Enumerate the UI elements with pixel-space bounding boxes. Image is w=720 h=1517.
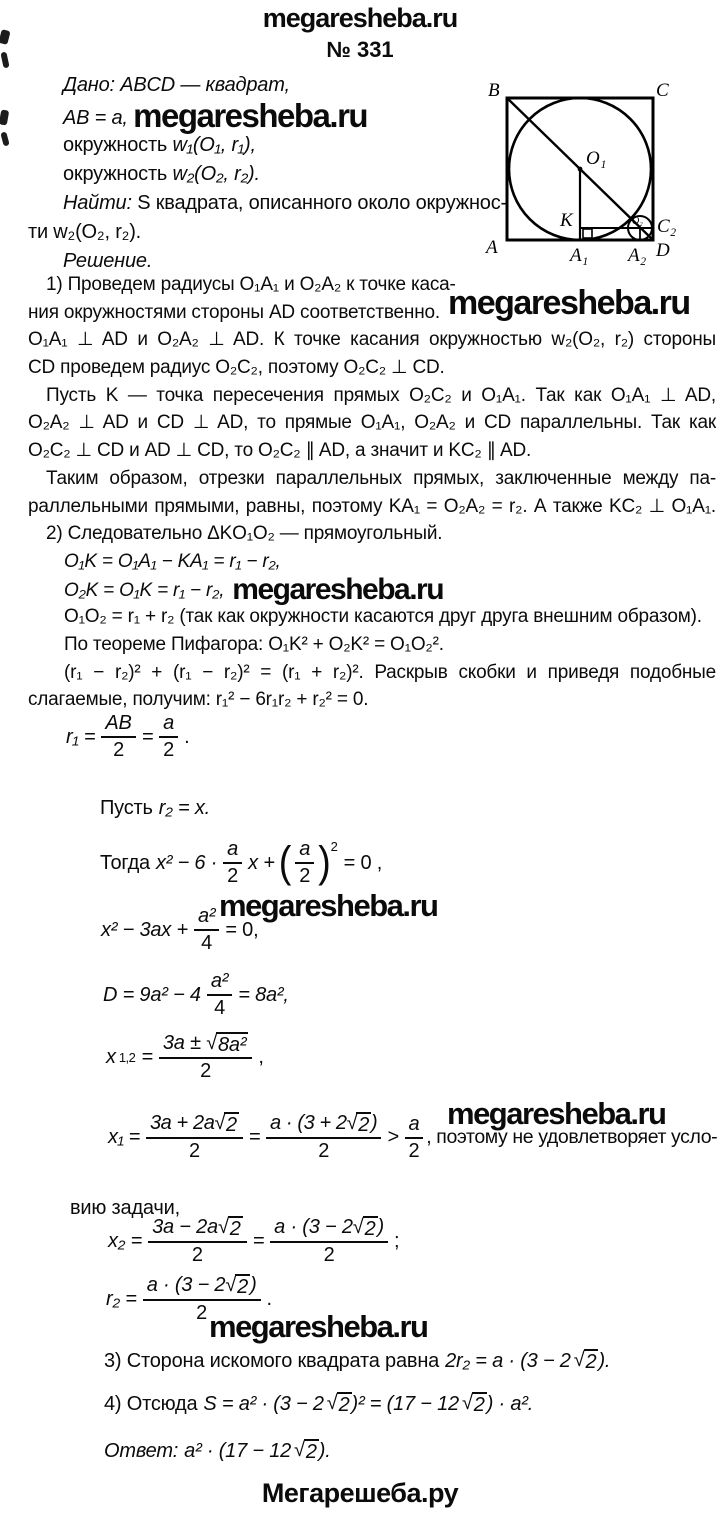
math-token: 2	[358, 1114, 369, 1136]
math-token: r₂ = x.	[158, 797, 210, 819]
math-token: )	[250, 1274, 257, 1296]
formula-let	[97, 797, 213, 820]
math-token: = 8a²,	[238, 983, 289, 1006]
math-token: 2	[408, 1139, 420, 1162]
given-text: окружность	[63, 163, 168, 185]
formula-line: O₁K = O₁A₁ − KA₁ = r₁ − r₂,	[64, 550, 281, 572]
label-c2: C₂	[657, 216, 677, 237]
answer-line	[101, 1439, 334, 1463]
text-line: слагаемые, получим: r₁² − 6r₁r₂ + r₂² = 0.	[28, 689, 369, 711]
text-line: 2) Следовательно ΔKO₁O₂ — прямоугольный.	[46, 523, 443, 545]
math-token: 2	[364, 1218, 376, 1240]
math-token: .	[266, 1288, 272, 1310]
math-token: 2	[323, 1244, 335, 1266]
math-token: 2	[163, 739, 175, 761]
sqrt-sign: √	[326, 1392, 338, 1414]
math-token: )	[370, 1112, 378, 1134]
given-text: AB = a,	[63, 107, 128, 129]
given-text: ABCD — квадрат,	[120, 74, 290, 96]
text-line: O₂A₂ ⊥ AD и CD ⊥ AD, то прямые O₁A₁, O₂A₂ и CD параллельны. Так как	[28, 412, 716, 434]
math-token: r₁ =	[66, 725, 96, 748]
header-watermark: megaresheba.ru	[262, 3, 458, 33]
formula-x2	[105, 1216, 402, 1267]
fraction	[159, 1032, 252, 1083]
sqrt-sign: √	[225, 1274, 237, 1296]
watermark: megaresheba.ru	[447, 1096, 666, 1131]
formula-quadratic	[97, 838, 385, 888]
text-line: По теореме Пифагора: O₁K² + O₂K² = O₁O₂².	[64, 633, 444, 655]
formula-simplified	[98, 905, 261, 955]
given-line	[63, 134, 256, 157]
given-line	[63, 74, 290, 97]
math-token: D = 9a² − 4	[103, 983, 201, 1006]
math-token: a² · (17 − 12	[184, 1439, 292, 1462]
math-token: a²	[194, 905, 219, 931]
label-o2: O₂	[632, 216, 643, 227]
math-token: =	[252, 1230, 265, 1252]
formula-discriminant	[100, 970, 292, 1020]
math-token: a	[295, 838, 314, 864]
math-token: 2	[188, 1140, 200, 1162]
math-token: a	[223, 838, 242, 864]
sqrt-sign: √	[214, 1112, 226, 1134]
fraction	[159, 712, 178, 762]
fraction	[194, 905, 219, 955]
right-angle-mark	[583, 229, 592, 238]
math-token: ).	[318, 1439, 331, 1462]
math-token: x₂ =	[108, 1230, 143, 1252]
watermark: megaresheba.ru	[448, 284, 690, 322]
math-token: a · (3 + 2	[270, 1112, 347, 1134]
math-token	[266, 1112, 381, 1139]
scan-artifact	[0, 131, 9, 146]
math-token: = 0 ,	[343, 851, 383, 874]
sqrt-sign: √	[461, 1392, 473, 1414]
watermark: megaresheba.ru	[209, 1309, 428, 1344]
math-token: 4	[201, 932, 213, 954]
radical	[206, 1032, 248, 1056]
step-3-line	[101, 1349, 613, 1373]
fraction	[266, 1112, 381, 1163]
math-token: 2	[227, 865, 239, 887]
math-token: w₂(O₂, r₂).	[172, 163, 260, 185]
math-token: ).	[598, 1349, 611, 1372]
math-token: x +	[248, 851, 275, 874]
math-token: AB	[101, 712, 135, 738]
math-token: x₁ =	[108, 1126, 140, 1148]
fraction	[207, 970, 232, 1020]
text-line: Пусть K — точка пересечения прямых O₂C₂ и O₁A₁. Так как O₁A₁ ⊥ AD,	[46, 384, 716, 406]
math-token: 2	[226, 1114, 237, 1136]
point-o1	[578, 167, 583, 172]
radical	[462, 1392, 487, 1416]
math-token: w₁(O₁, r₁),	[172, 134, 256, 156]
given-text: ти w₂(O₂, r₂).	[28, 221, 142, 243]
math-token: 2	[113, 739, 125, 761]
math-token: 2	[299, 865, 311, 887]
radical	[353, 1216, 378, 1240]
given-line	[63, 192, 507, 215]
formula-r1	[63, 712, 192, 762]
math-token: 2	[229, 1218, 241, 1240]
text-line: Таким образом, отрезки параллельных прямых, заключенные между па-	[46, 467, 716, 489]
scan-artifact	[0, 109, 9, 125]
math-token: = 0,	[225, 918, 259, 941]
math-token: 2	[338, 1394, 350, 1416]
math-token: 2	[318, 1140, 329, 1162]
watermark: megaresheba.ru	[232, 572, 444, 606]
math-token: a	[159, 712, 178, 738]
math-token	[148, 1216, 247, 1243]
radical	[214, 1112, 238, 1136]
math-token	[270, 1216, 388, 1243]
math-token: 8a²	[218, 1034, 247, 1056]
text-token: вию задачи,	[70, 1197, 180, 1219]
given-text: окружность	[63, 134, 168, 156]
label-o1: O₁	[586, 148, 607, 169]
text-token: 4) Отсюда	[104, 1392, 198, 1415]
math-token: )	[377, 1216, 384, 1238]
text-line: ния окружностями стороны AD соответственно.	[28, 301, 440, 323]
formula-roots	[103, 1032, 267, 1083]
problem-number: № 331	[326, 37, 394, 62]
math-token: .	[184, 725, 190, 748]
math-token: 2	[305, 1441, 317, 1463]
text-line: раллельными прямыми, равны, поэтому KA₁ = O₂A₂ = r₂. А также KC₂ ⊥ O₁A₁.	[28, 495, 716, 517]
math-token: S = a² · (3 − 2	[203, 1392, 324, 1415]
math-token: 2	[191, 1244, 203, 1266]
math-token: 2	[196, 1302, 208, 1324]
given-line	[28, 221, 141, 244]
math-token: 2	[585, 1351, 597, 1373]
given-line	[63, 163, 260, 186]
label-d: D	[656, 240, 670, 261]
math-token: 3a ±	[162, 1032, 201, 1054]
given-label: Дано:	[63, 74, 115, 96]
footer-sitename: Мегарешеба.ру	[261, 1478, 459, 1508]
solution-label: Решение.	[63, 250, 153, 272]
geometry-figure	[480, 75, 720, 267]
radical	[218, 1216, 243, 1240]
math-token: 4	[214, 997, 226, 1019]
math-token: x² − 3ax +	[101, 918, 188, 941]
math-token: O₂K = O₁K = r₁ − r₂,	[64, 579, 225, 601]
text-line: O₂C₂ ⊥ CD и AD ⊥ CD, то O₂C₂ ∥ AD, а значит и KC₂ ∥ AD.	[28, 440, 532, 462]
sqrt-sign: √	[206, 1032, 217, 1054]
radical	[294, 1439, 319, 1463]
fraction	[146, 1112, 243, 1163]
subscript: 1,2	[118, 1050, 136, 1065]
given-line	[63, 97, 367, 135]
watermark: megaresheba.ru	[133, 97, 368, 134]
text-line: O₁A₁ ⊥ AD и O₂A₂ ⊥ AD. К точке касания окружностью w₂(O₂, r₂) стороны	[28, 329, 716, 351]
math-token: =	[141, 1046, 153, 1068]
formula-line	[28, 572, 716, 606]
label-c: C	[656, 80, 669, 101]
math-token: ,	[258, 1046, 264, 1068]
math-token: a	[405, 1113, 424, 1139]
math-token: a · (3 − 2	[274, 1216, 353, 1238]
text-token: 3) Сторона искомого квадрата равна	[104, 1349, 440, 1372]
fraction	[148, 1216, 247, 1267]
sqrt-sign: √	[352, 1216, 364, 1238]
radical	[327, 1392, 352, 1416]
label-a2: A₂	[628, 245, 647, 266]
math-token: 3a + 2a	[149, 1112, 215, 1134]
radical	[347, 1112, 371, 1136]
math-token: 2	[200, 1060, 212, 1082]
close-paren: )	[318, 838, 331, 887]
open-paren: (	[278, 838, 292, 887]
label-b: B	[488, 80, 500, 101]
math-token: 2	[473, 1394, 485, 1416]
math-token	[146, 1112, 243, 1139]
text-token: Пусть	[100, 797, 153, 819]
formula-x1	[105, 1112, 720, 1163]
step-4-line	[101, 1392, 536, 1416]
answer-label: Ответ:	[104, 1439, 179, 1462]
text-line: O₁O₂ = r₁ + r₂ (так как окружности касаются друг друга внешним образом).	[64, 606, 702, 628]
fraction	[223, 838, 242, 888]
given-text: S квадрата, описанного около окружнос-	[137, 192, 507, 214]
label-k: K	[560, 210, 573, 231]
radical	[574, 1349, 599, 1373]
sqrt-sign: √	[294, 1439, 305, 1461]
math-token: >	[387, 1126, 399, 1148]
label-a: A	[486, 237, 498, 258]
text-token: , поэтому не удовлетворяет усло-	[426, 1126, 718, 1148]
fraction	[270, 1216, 388, 1267]
math-token: a · (3 − 2	[146, 1274, 226, 1296]
text-line: 1) Проведем радиусы O₁A₁ и O₂A₂ к точке каса-	[46, 274, 456, 295]
watermark: megaresheba.ru	[219, 888, 438, 923]
math-token: x	[106, 1046, 116, 1068]
radical	[225, 1274, 250, 1298]
superscript: 2	[330, 838, 338, 854]
math-token: x² − 6 ·	[155, 851, 218, 874]
math-token: 2	[237, 1276, 249, 1298]
sqrt-sign: √	[573, 1349, 585, 1371]
text-line: CD проведем радиус O₂C₂, поэтому O₂C₂ ⊥ CD.	[28, 357, 445, 379]
solution-paragraphs	[28, 271, 716, 714]
math-token: ;	[393, 1230, 400, 1252]
find-label: Найти:	[63, 192, 132, 214]
math-token: =	[141, 725, 154, 748]
math-token: ) · a².	[486, 1392, 534, 1415]
sqrt-sign: √	[346, 1112, 358, 1134]
math-token: r₂ =	[106, 1288, 137, 1310]
text-token: Тогда	[100, 851, 150, 874]
fraction	[405, 1113, 424, 1163]
fraction	[101, 712, 135, 762]
math-token: =	[248, 1126, 261, 1148]
math-token: 2r₂ = a · (3 − 2	[445, 1349, 571, 1372]
math-token: 3a − 2a	[152, 1216, 218, 1238]
math-token: a²	[207, 970, 232, 996]
math-token	[159, 1032, 252, 1059]
sqrt-sign: √	[217, 1216, 229, 1238]
math-token: )² = (17 − 12	[351, 1392, 459, 1415]
math-token	[143, 1274, 261, 1301]
label-a1: A₁	[570, 245, 589, 266]
text-line: (r₁ − r₂)² + (r₁ − r₂)² = (r₁ + r₂)². Раскрыв скобки и приведя подобные	[64, 661, 716, 683]
fraction	[295, 838, 314, 888]
